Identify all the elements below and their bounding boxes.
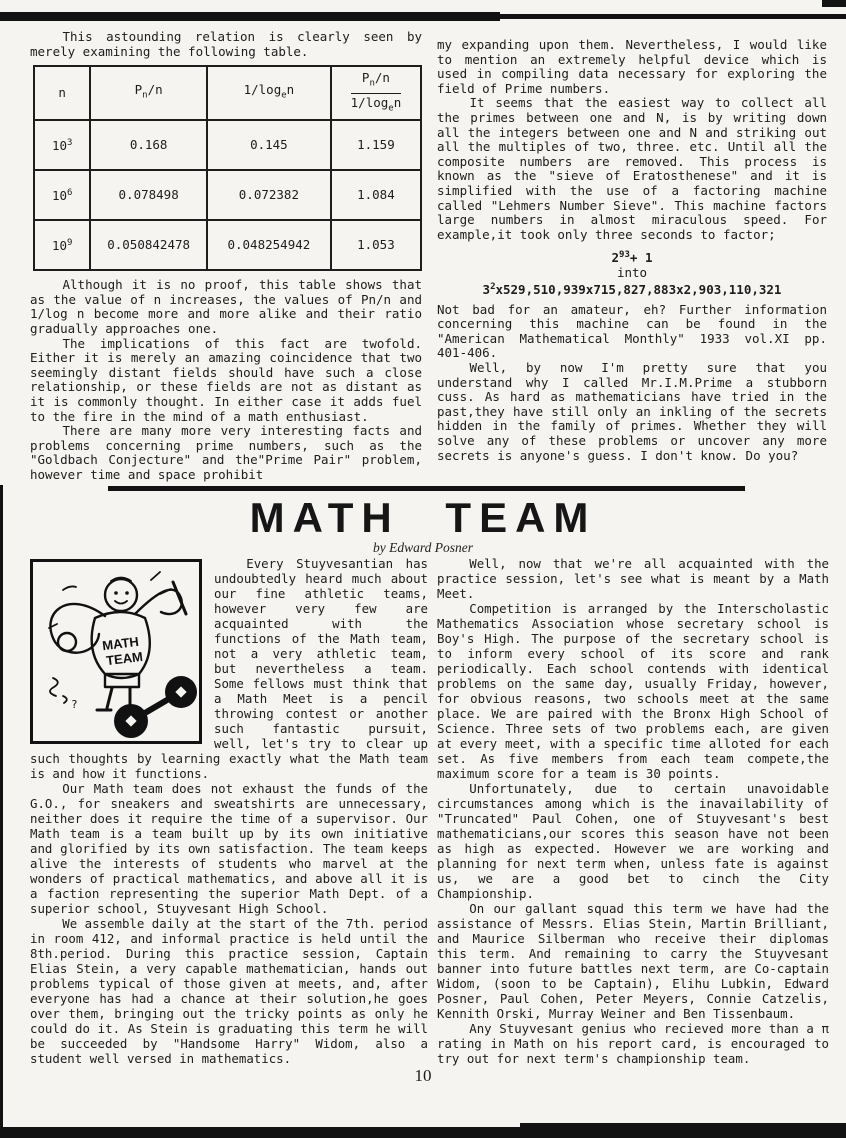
muscleman-cartoon-icon <box>33 562 199 741</box>
table-cell: 0.078498 <box>90 170 207 220</box>
article-byline: by Edward Posner <box>373 540 473 555</box>
fraction-denominator: $1/\log_en$ <box>350 94 402 114</box>
math-team-right-paragraph-2: Competition is arranged by the Interscholastic Mathematics Association whose secretary school is Boy's High. The purpose of the secretary school is to inform every school of its score and rank periodically. Each school contends with identical problems on the same day, usually Friday, however, for obvious reasons, two schools meet at the same place. We are paired with the Bronx High School of Science. Three sets of two problems each, are given at every meet, with a specific time alloted for each set. As five members from each team compete,the maximum score for a team is 30 points. <box>437 601 829 781</box>
table-cell: 0.145 <box>207 120 331 170</box>
formula-number: $2^{93}+ 1$ <box>611 250 653 266</box>
svg-text:?: ? <box>71 698 78 711</box>
svg-text:TEAM: TEAM <box>105 648 144 669</box>
math-team-cartoon <box>30 559 202 744</box>
table-header-quotient <box>331 66 421 120</box>
prime-right-paragraph-3: Not bad for an amateur, eh? Further information concerning this machine can be found in the "American Mathematical Monthly" 1933 vol.XI pp. 401-406. <box>437 301 827 361</box>
table-row <box>34 220 421 270</box>
svg-text:MATH: MATH <box>101 633 140 654</box>
scan-corner-mark <box>822 0 846 7</box>
prime-ratio-table <box>33 65 422 271</box>
table-cell-n: $10^6$ <box>34 170 90 220</box>
math-team-left-column <box>30 556 428 1066</box>
math-team-right-column <box>437 556 829 1066</box>
prime-left-paragraph-2: The implications of this fact are twofold. Either it is merely an amazing coincidence that two seemingly distant fields should have such a close relationship, or these fields are not as distant as it is commonly thought. In either case it adds fuel to the fire in the mind of a math enthusiast. <box>30 335 422 424</box>
math-team-right-paragraph-4: On our gallant squad this term we have had the assistance of Messrs. Elias Stein, Martin Brilliant, and Maurice Silberman who receive their diplomas this term. And remaining to carry the Stuyvesant banner into future battles next term, are Co-captain Widom, (soon to be Captain), Elihu Lubkin, Edward Posner, Paul Cohen, Peter Meyers, Connie Catzelis, Kennith Orski, Murray Weiner and Ben Tissenbaum. <box>437 901 829 1021</box>
math-team-right-paragraph-3: Unfortunately, due to certain unavoidable circumstances among which is the inavailability of "Truncated" Paul Cohen, one of Stuyvesant's best mathematicians,our scores this season have not been as high as expected. However we are working and planning for next term when, unless fate is against us, we are a good bet to cinch the City Championship. <box>437 781 829 901</box>
table-cell: 0.050842478 <box>90 220 207 270</box>
fraction <box>351 71 402 115</box>
math-team-left-paragraph-2: Our Math team does not exhaust the funds of the G.O., for sneakers and sweatshirts are unnecessary, neither does it require the time of a supervisor. Our Math team is a team built up by its own initiative and glorified by its own satisfaction. The team keeps alive the interests of students who marvel at the wonders of practical mathematics, and above all it is a faction representing the superior Math Dept. of a superior school, Stuyvesant High School. <box>30 781 428 916</box>
prime-article-right-column <box>437 38 827 463</box>
table-cell: 1.084 <box>331 170 421 220</box>
table-row <box>34 170 421 220</box>
scan-left-edge <box>0 485 3 1128</box>
math-team-right-paragraph-5: Any Stuyvesant genius who recieved more than a π rating in Math on his report card, is encouraged to try out for next term's championship team. <box>437 1021 829 1066</box>
formula-connector: into <box>616 265 648 281</box>
table-cell: 0.048254942 <box>207 220 331 270</box>
math-team-left-paragraph-3: We assemble daily at the start of the 7th. period in room 412, and informal practice is held until the 8th.period. During this practice session, Captain Elias Stein, a very capable mathematician, hands out problems typical of those given at meets, and, after everyone has had a chance at their solution,he goes over them, bringing out the tricky points as only he could do it. As Stein is graduating this term he will be succeeded by "Handsome Harry" Widom, also a student well versed in mathematics. <box>30 916 428 1066</box>
table-cell: 0.072382 <box>207 170 331 220</box>
article-title: MATH TEAM <box>249 494 597 541</box>
scan-bottom-bar-right <box>520 1123 846 1138</box>
scan-top-bar-right <box>500 14 846 19</box>
prime-article-left-column <box>30 30 422 483</box>
prime-right-paragraph-1: my expanding upon them. Nevertheless, I would like to mention an extremely helpful device which is used in compiling data necessary for exploring the field of Prime numbers. <box>437 37 827 96</box>
page-number: 10 <box>414 1066 432 1085</box>
table-cell: 0.168 <box>90 120 207 170</box>
table-header-n: n <box>34 66 90 120</box>
prime-left-paragraph-1: Although it is no proof, this table shows that as the value of n increases, the values of Pn/n and 1/log n become more and more alike and their ratio gradually approaches one. <box>30 277 422 336</box>
factorization-formula <box>437 248 827 297</box>
formula-result: $3^2x529,510,939x715,827,883x2,903,110,321$ <box>482 282 782 298</box>
prime-left-paragraph-3: There are many more very interesting facts and problems concerning prime numbers, such as the "Goldbach Conjecture" and the"Prime Pair" problem, however time and space prohibit <box>30 423 422 482</box>
prime-right-paragraph-4: Well, by now I'm pretty sure that you understand why I called Mr.I.M.Prime a stubborn cuss. As hard as mathematicians have tried in the past,they have still only an inkling of the secrets hidden in the family of primes. Whether they will solve any of these problems or uncover any more secrets is anyone's guess. I don't know. Do you? <box>437 360 827 463</box>
table-cell: 1.053 <box>331 220 421 270</box>
prime-right-paragraph-2: It seems that the easiest way to collect all the primes between one and N, is by writing down all the integers between one and N and striking out all the multiples of two, three. etc. Until all the composite numbers are removed. This process is known as the "sieve of Eratosthenese" and it is simplified with the use of a factoring machine called "Lehmers Number Sieve". This machine factors large numbers in almost miraculous speed. For example,it took only three seconds to factor; <box>437 95 827 242</box>
scan-top-bar-left <box>0 12 500 21</box>
table-header-row <box>34 66 421 120</box>
math-team-left-paragraph-1: Every Stuyvesantian has undoubtedly heard much about our fine athletic teams, however very few are acquainted with the functions of the Math team, not a very athletic team, but nevertheless a team. Some fellows must think that a Math Meet is a pencil throwing contest or another such fantastic pursuit, well, let's try to clear up such thoughts by learning exactly what the Math team is and how it functions. <box>30 556 428 781</box>
table-cell-n: $10^9$ <box>34 220 90 270</box>
section-divider-rule <box>108 486 745 491</box>
table-cell: 1.159 <box>331 120 421 170</box>
math-team-right-paragraph-1: Well, now that we're all acquainted with the practice session, let's see what is meant by a Math Meet. <box>437 556 829 601</box>
table-row <box>34 120 421 170</box>
prime-intro-paragraph: This astounding relation is clearly seen by merely examining the following table. <box>30 29 422 59</box>
table-cell-n: $10^3$ <box>34 120 90 170</box>
table-header-one-over-log: $1/\log_en$ <box>207 66 331 120</box>
table-header-pn-over-n: $P_n/n$ <box>90 66 207 120</box>
fraction-numerator: $P_n/n$ <box>351 71 402 94</box>
